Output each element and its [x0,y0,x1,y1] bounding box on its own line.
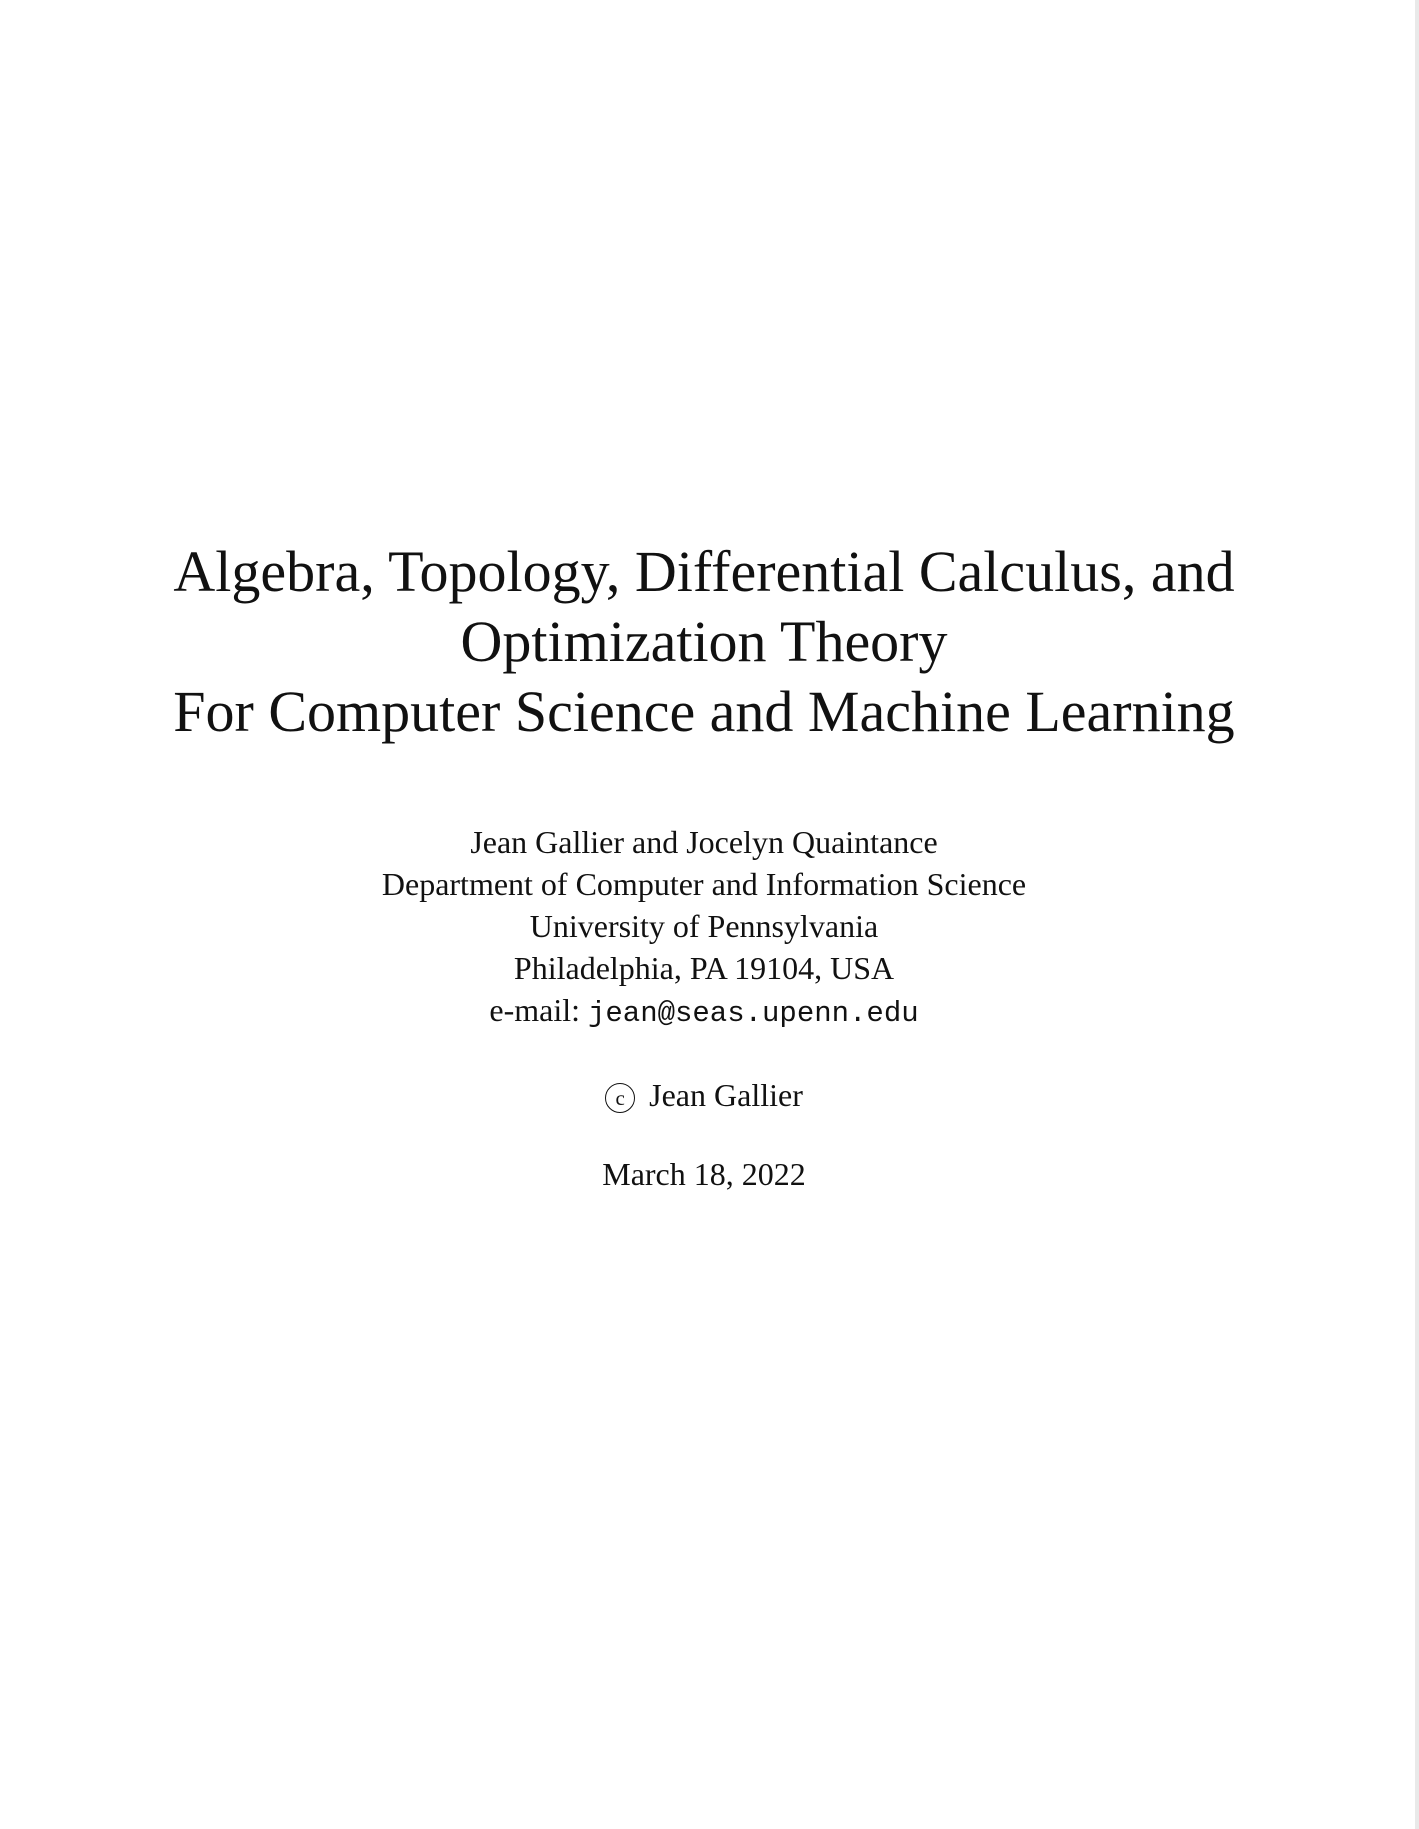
email-address: jean@seas.upenn.edu [587,997,919,1030]
copyright-icon: c [605,1083,635,1113]
university: University of Pennsylvania [529,908,879,944]
author-block [0,821,1408,1035]
document-date: March 18, 2022 [602,1156,806,1192]
page-edge [1415,0,1419,1829]
department: Department of Computer and Information Science [381,866,1027,902]
copyright-holder: Jean Gallier [649,1077,803,1113]
email-label: e-mail: [489,992,580,1028]
title-line-3: For Computer Science and Machine Learning [173,679,1235,744]
title-line-1: Algebra, Topology, Differential Calculus, and [173,539,1235,604]
document-title [0,537,1408,747]
copyright-notice [0,1074,1408,1116]
email-line [0,989,1408,1035]
address: Philadelphia, PA 19104, USA [513,950,895,986]
author-names: Jean Gallier and Jocelyn Quaintance [470,824,938,860]
title-line-2: Optimization Theory [460,609,948,674]
